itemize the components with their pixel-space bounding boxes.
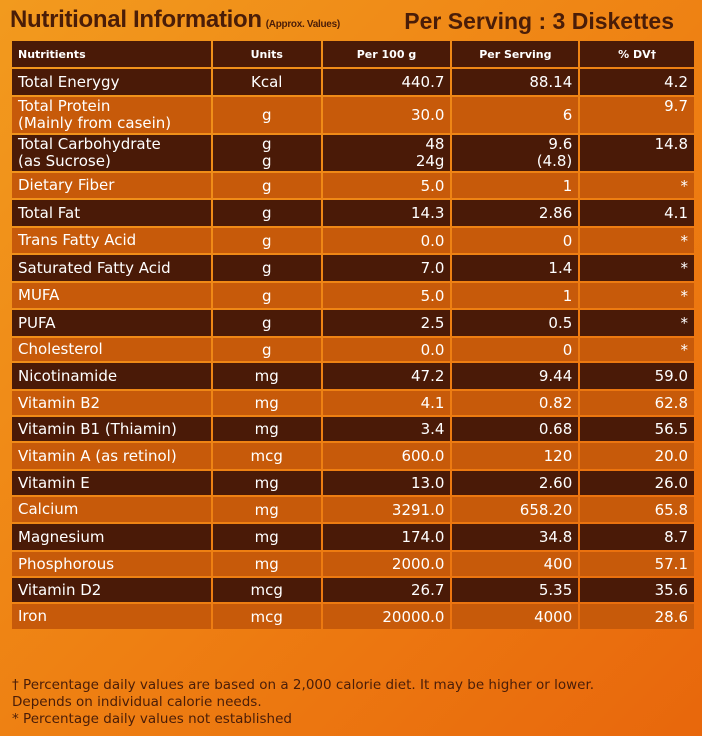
per-100g-cell <box>323 200 451 226</box>
per-100g-cell <box>323 552 451 576</box>
unit-cell-line: g <box>261 259 272 277</box>
nutrient-name-line: Iron <box>18 607 47 625</box>
footnote-asterisk: * Percentage daily values not established <box>12 711 292 727</box>
table-row <box>12 578 694 602</box>
dv-cell: 35.6 <box>580 578 694 602</box>
unit-cell <box>213 471 321 495</box>
per-100g-cell-line: 600.0 <box>401 447 445 465</box>
per-100g-cell-line: 0.0 <box>420 340 445 359</box>
per-100g-cell-line: 7.0 <box>420 259 445 277</box>
nutrient-name <box>12 97 211 133</box>
column-header-units: Units <box>213 41 321 67</box>
nutrient-name-line: PUFA <box>18 313 56 332</box>
unit-cell-line: Kcal <box>251 73 283 91</box>
per-serving-cell <box>452 310 578 336</box>
unit-cell-line: mg <box>254 367 279 385</box>
dv-cell: * <box>580 255 694 281</box>
per-serving-cell-line: 0 <box>562 340 573 359</box>
unit-cell-line: g <box>261 314 272 332</box>
nutrient-name <box>12 310 211 336</box>
per-100g-cell <box>323 443 451 469</box>
per-100g-cell-line: 14.3 <box>411 204 445 222</box>
per-100g-cell <box>323 524 451 550</box>
table-row <box>12 417 694 441</box>
table-row <box>12 283 694 308</box>
unit-cell-line: mg <box>254 420 279 438</box>
dv-cell: * <box>580 173 694 198</box>
nutrient-name-line: Total Carbohydrate <box>18 135 161 153</box>
per-100g-cell-line: 0.0 <box>420 231 445 250</box>
nutrient-name-line: Trans Fatty Acid <box>18 231 137 249</box>
per-serving-cell <box>452 255 578 281</box>
nutrient-name-line: Phosphorous <box>18 554 115 573</box>
unit-cell <box>213 173 321 198</box>
nutrient-name <box>12 135 211 171</box>
table-row <box>12 135 694 171</box>
dv-cell: * <box>580 283 694 308</box>
per-100g-cell-line: 30.0 <box>411 106 445 124</box>
per-100g-cell-line: 5.0 <box>420 286 445 305</box>
per-serving-cell <box>452 471 578 495</box>
nutrient-name-line: Total Enerygy <box>18 72 120 91</box>
per-serving-cell-line: 0.68 <box>538 420 573 438</box>
unit-cell <box>213 338 321 361</box>
footnote-dagger-cont: Depends on individual calorie needs. <box>12 694 262 710</box>
nutrient-name-line: Vitamin D2 <box>18 580 102 599</box>
table-row <box>12 200 694 226</box>
unit-cell-line: mg <box>254 394 279 412</box>
per-serving-cell-line: 34.8 <box>538 528 573 546</box>
nutrient-name-line: Vitamin B2 <box>18 393 101 412</box>
nutrient-name <box>12 200 211 226</box>
per-serving-cell-line: 9.44 <box>538 367 573 385</box>
unit-cell <box>213 228 321 253</box>
per-serving-cell-line: 5.35 <box>538 581 573 599</box>
per-serving-cell <box>452 69 578 95</box>
per-serving-cell <box>452 97 578 133</box>
per-100g-cell <box>323 255 451 281</box>
unit-cell-line: mg <box>254 555 279 573</box>
nutrient-name-line: Total Protein <box>18 97 111 115</box>
unit-cell <box>213 578 321 602</box>
table-row <box>12 363 694 389</box>
nutrient-name <box>12 69 211 95</box>
per-serving-cell <box>452 524 578 550</box>
per-100g-cell-line: 4.1 <box>420 394 445 412</box>
per-serving-cell-line: 4000 <box>534 607 573 626</box>
unit-cell <box>213 552 321 576</box>
per-serving-cell-line: 0 <box>562 231 573 250</box>
dv-cell: 4.2 <box>580 69 694 95</box>
per-100g-cell-line: 48 <box>425 135 445 153</box>
unit-cell-line: mcg <box>250 447 283 465</box>
dv-cell: 62.8 <box>580 391 694 415</box>
table-row <box>12 69 694 95</box>
per-100g-cell-line: 20000.0 <box>382 607 445 626</box>
nutrient-name <box>12 443 211 469</box>
unit-cell <box>213 363 321 389</box>
unit-cell-line: mg <box>254 474 279 492</box>
dv-cell: 9.7 <box>580 97 694 133</box>
dv-cell: * <box>580 338 694 361</box>
nutrition-table <box>10 39 696 631</box>
per-serving-cell-line: 88.14 <box>529 73 573 91</box>
per-100g-cell <box>323 338 451 361</box>
nutrient-name-line: Nicotinamide <box>18 366 118 385</box>
per-100g-cell <box>323 283 451 308</box>
nutrient-name-line: Magnesium <box>18 527 105 546</box>
nutrient-name <box>12 578 211 602</box>
per-100g-cell <box>323 97 451 133</box>
footnotes <box>12 677 692 728</box>
nutrient-name-line: Calcium <box>18 500 79 518</box>
table-row <box>12 391 694 415</box>
nutrient-name <box>12 338 211 361</box>
serving-size-heading: Per Serving : 3 Diskettes <box>404 8 674 34</box>
unit-cell <box>213 524 321 550</box>
unit-cell <box>213 391 321 415</box>
dv-cell: 59.0 <box>580 363 694 389</box>
unit-cell-line: mcg <box>250 581 283 599</box>
column-header-nutrients: Nutritients <box>12 41 211 67</box>
footnote-dagger: † Percentage daily values are based on a 2,000 calorie diet. It may be higher or lower. <box>12 677 595 693</box>
unit-cell-line: mg <box>254 528 279 546</box>
table-row <box>12 524 694 550</box>
dv-cell: 26.0 <box>580 471 694 495</box>
per-100g-cell-line: 13.0 <box>411 474 445 492</box>
title-text: Nutritional Information <box>10 6 262 33</box>
nutrient-name-line: Vitamin E <box>18 473 90 492</box>
unit-cell-line: g <box>261 231 272 250</box>
per-100g-cell <box>323 135 451 171</box>
header-row <box>12 41 694 67</box>
unit-cell <box>213 417 321 441</box>
unit-cell-line: g <box>261 340 272 359</box>
per-serving-cell-line: 2.86 <box>538 204 573 222</box>
unit-cell <box>213 443 321 469</box>
per-serving-cell-line: 9.6 <box>548 135 573 153</box>
per-100g-cell <box>323 228 451 253</box>
dv-cell: 28.6 <box>580 604 694 629</box>
nutrient-name <box>12 524 211 550</box>
per-serving-cell <box>452 604 578 629</box>
per-100g-cell <box>323 604 451 629</box>
per-serving-cell-line: 0.5 <box>548 314 573 332</box>
per-100g-cell <box>323 578 451 602</box>
table-row <box>12 497 694 522</box>
per-100g-cell-line: 24g <box>415 152 445 170</box>
nutrient-name-line: Dietary Fiber <box>18 176 115 194</box>
column-header-dv: % DV† <box>580 41 694 67</box>
unit-cell-line: g <box>261 176 272 195</box>
dv-cell: 14.8 <box>580 135 694 171</box>
per-100g-cell-line: 440.7 <box>401 73 445 91</box>
dv-cell: 4.1 <box>580 200 694 226</box>
table-row <box>12 552 694 576</box>
unit-cell <box>213 200 321 226</box>
unit-cell <box>213 310 321 336</box>
dv-cell: 65.8 <box>580 497 694 522</box>
per-100g-cell <box>323 363 451 389</box>
unit-cell-line: g <box>261 204 272 222</box>
per-serving-cell <box>452 338 578 361</box>
dv-cell: 57.1 <box>580 552 694 576</box>
nutrient-name-line: Vitamin A (as retinol) <box>18 446 177 465</box>
nutrient-name <box>12 173 211 198</box>
unit-cell-line: g <box>261 135 272 153</box>
per-100g-cell <box>323 391 451 415</box>
per-100g-cell <box>323 173 451 198</box>
nutrient-name-line: Cholesterol <box>18 340 103 358</box>
nutrient-name-line: (Mainly from casein) <box>18 114 172 132</box>
nutrient-name <box>12 417 211 441</box>
unit-cell <box>213 69 321 95</box>
per-100g-cell-line: 174.0 <box>401 528 445 546</box>
unit-cell-line: mcg <box>250 607 283 626</box>
nutrient-name-line: (as Sucrose) <box>18 152 111 170</box>
nutrient-name-line: Saturated Fatty Acid <box>18 258 171 277</box>
per-serving-cell <box>452 391 578 415</box>
unit-cell-line: mg <box>254 500 279 519</box>
per-serving-cell <box>452 578 578 602</box>
unit-cell <box>213 255 321 281</box>
nutrient-name-line: Total Fat <box>18 203 81 222</box>
unit-cell <box>213 283 321 308</box>
per-serving-cell-line: 120 <box>543 447 573 465</box>
unit-cell-line: g <box>261 152 272 170</box>
per-100g-cell <box>323 471 451 495</box>
per-serving-cell-line: (4.8) <box>536 152 573 170</box>
table-row <box>12 255 694 281</box>
per-100g-cell-line: 2000.0 <box>391 555 445 573</box>
per-serving-cell-line: 0.82 <box>538 394 573 412</box>
unit-cell-line: g <box>261 106 272 124</box>
column-header-per-serving: Per Serving <box>452 41 578 67</box>
nutrient-name <box>12 363 211 389</box>
per-serving-cell-line: 1 <box>562 176 573 195</box>
unit-cell <box>213 604 321 629</box>
nutrient-name <box>12 283 211 308</box>
nutrient-name <box>12 255 211 281</box>
per-serving-cell <box>452 552 578 576</box>
nutrient-name-line: MUFA <box>18 286 60 304</box>
per-serving-cell-line: 658.20 <box>519 500 573 519</box>
per-serving-cell <box>452 497 578 522</box>
per-serving-cell-line: 1.4 <box>548 259 573 277</box>
per-serving-cell <box>452 417 578 441</box>
per-serving-cell-line: 400 <box>543 555 573 573</box>
per-serving-cell <box>452 283 578 308</box>
dv-cell: 20.0 <box>580 443 694 469</box>
per-serving-cell-line: 2.60 <box>538 474 573 492</box>
per-100g-cell <box>323 497 451 522</box>
per-100g-cell <box>323 69 451 95</box>
per-100g-cell <box>323 310 451 336</box>
per-serving-cell <box>452 173 578 198</box>
table-row <box>12 443 694 469</box>
per-serving-cell <box>452 228 578 253</box>
per-100g-cell-line: 26.7 <box>411 581 445 599</box>
per-100g-cell-line: 5.0 <box>420 176 445 195</box>
per-serving-cell <box>452 200 578 226</box>
table-row <box>12 173 694 198</box>
table-row <box>12 338 694 361</box>
nutrient-name <box>12 391 211 415</box>
nutrient-name <box>12 471 211 495</box>
per-serving-cell <box>452 443 578 469</box>
table-row <box>12 97 694 133</box>
dv-cell: 8.7 <box>580 524 694 550</box>
per-serving-cell <box>452 135 578 171</box>
nutrient-name <box>12 604 211 629</box>
nutrient-name <box>12 497 211 522</box>
nutrient-name <box>12 552 211 576</box>
table-row <box>12 228 694 253</box>
unit-cell-line: g <box>261 286 272 305</box>
unit-cell <box>213 97 321 133</box>
title-note: (Approx. Values) <box>265 19 340 30</box>
per-100g-cell-line: 2.5 <box>420 314 445 332</box>
nutrient-name <box>12 228 211 253</box>
dv-cell: * <box>580 228 694 253</box>
per-serving-cell-line: 6 <box>562 106 573 124</box>
per-100g-cell-line: 47.2 <box>411 367 445 385</box>
page-title <box>10 6 340 34</box>
unit-cell <box>213 135 321 171</box>
table-row <box>12 310 694 336</box>
per-100g-cell-line: 3291.0 <box>391 500 445 519</box>
per-100g-cell-line: 3.4 <box>420 420 445 438</box>
unit-cell <box>213 497 321 522</box>
dv-cell: 56.5 <box>580 417 694 441</box>
dv-cell: * <box>580 310 694 336</box>
nutrient-name-line: Vitamin B1 (Thiamin) <box>18 419 177 438</box>
per-100g-cell <box>323 417 451 441</box>
table-row <box>12 604 694 629</box>
per-serving-cell-line: 1 <box>562 286 573 305</box>
per-serving-cell <box>452 363 578 389</box>
column-header-per-100g: Per 100 g <box>323 41 451 67</box>
table-row <box>12 471 694 495</box>
